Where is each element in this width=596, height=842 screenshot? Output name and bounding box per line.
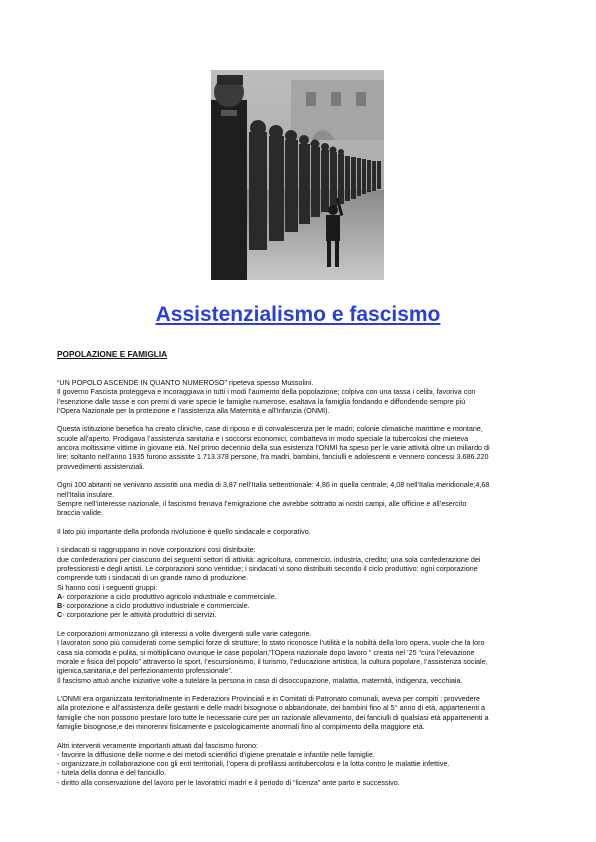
text-line: comprende tutti i sindacati di un grande ramo di produzione.	[57, 573, 248, 583]
group-text: - corporazione a ciclo produttivo industriale e commerciale.	[62, 601, 250, 611]
text-line: - favorire la diffusione delle norme e dei metodi scientifici d’igiene prenatale e infantile nelle famiglie.	[57, 749, 375, 759]
text-line: Il governo Fascista proteggeva e incoraggiava in tutti i modi l’aumento della popolazione; colpiva con una tassa i celibi, favoriva con	[57, 387, 476, 397]
paragraph	[57, 741, 547, 787]
text-line: Si hanno così i seguenti gruppi:	[57, 582, 158, 592]
text-line: casa sia comoda e pulita, si moltiplicano ovunque le case popolari,”l’Opera nazionale dopo lavoro “ creata nel ’25 “cura l’elevazione	[57, 647, 475, 657]
photo-illustration	[211, 70, 384, 280]
historical-photo	[211, 70, 384, 280]
article-body	[57, 378, 547, 796]
text-line: I sindacati si raggruppano in nove corporazioni così distribuite:	[57, 545, 256, 555]
text-line: braccia valide.	[57, 508, 103, 518]
paragraph	[57, 378, 547, 415]
text-line: alla protezione e all’assistenza delle gestanti e delle madri bisognose o abbandonate, dei bambini fino al 5° anno di età, appartenenti a	[57, 703, 486, 713]
group-letter: B	[57, 601, 63, 611]
paragraph	[57, 545, 547, 619]
text-line: nell’Italia insulare.	[57, 489, 115, 499]
group-text: - corporazione a ciclo produttivo agricolo industriale e commerciale.	[62, 591, 277, 601]
text-line: morale e fisica del popolo” attraverso lo sport, l’escursionismo, il turismo, l’educazione artistica, la cultura popolare, l’assistenza sociale,	[57, 656, 488, 666]
paragraph	[57, 694, 547, 731]
text-line: famiglie che non possono prestare loro tutte le necessarie cure per un razionale allevamento, dei fanciulli di qualsiasi età appartenenti a	[57, 712, 489, 722]
text-line: Il lato più importante della profonda rivoluzione è quello sindacale e corporativo.	[57, 526, 311, 536]
text-line: L’ONMI era organizzata territorialmente in Federazioni Provinciali e in Comitati di Patronato comunali, aveva per compiti : provvedere	[57, 694, 481, 704]
text-line: ancora moltissime vittime in giovane età. Nel primo decennio della sua esistenza l’ONMI ha speso per le varie attività oltre un miliardo di	[57, 443, 490, 453]
page-title[interactable]: Assistenzialismo e fascismo	[155, 303, 441, 326]
text-line: - organizzare,in collaborazione con gli enti territoriali, l’opera di profilassi antitubercolosi e la lotta contro le malattie infettive.	[57, 759, 450, 769]
paragraph	[57, 527, 547, 536]
group-text: - corporazione per le attività produttrici di servizi.	[62, 610, 217, 620]
section-heading: POPOLAZIONE E FAMIGLIA	[57, 349, 168, 359]
text-line: famiglie bisognose,e dei minorenni fisicamente e psicologicamente anormali fino al compimento della maggiore età.	[57, 721, 425, 731]
text-line: Il fascismo attuò anche iniziative volte a tutelare la persona in caso di disoccupazione, malattia, maternità, indigenza, vecchiaia.	[57, 675, 463, 685]
text-line: professionisti e degli artisti. Le corporazioni sono ventidue; i sindacati vi sono distribuiti secondo il ciclo produttivo: ogni corporazione	[57, 563, 478, 573]
text-line: Le corporazioni armonizzano gli interessi a volte divergenti sulle varie categorie.	[57, 629, 312, 639]
paragraph	[57, 480, 547, 517]
group-letter: C	[57, 610, 63, 620]
text-line: scuole all’aperto. Prodigava l’assistenza sanitaria e i soccorsi economici, combatteva in modo speciale la tubercolosi che mieteva	[57, 433, 469, 443]
text-line: Sempre nell’interesse nazionale, il fascismo frenava l’emigrazione che avrebbe sottratto ai nostri campi, alle officine e all’esercito	[57, 498, 467, 508]
text-line: I lavoratori sono più considerati come semplici forze di strutture; lo stato riconosce l’utilità e la nobiltà della loro opera, vuole che la loro	[57, 638, 485, 648]
group-item	[57, 592, 547, 601]
group-letter: A	[57, 591, 63, 601]
text-line: due confederazioni per ciascuno dei seguenti settori di attività: agricoltura, commercio, industria, credito; una sola confederazione dei	[57, 554, 481, 564]
group-item	[57, 610, 547, 619]
text-line: Questa istituzione benefica ha creato cliniche, case di riposo e di convalescenza per le madri; colonie climatiche marittime e montane,	[57, 424, 483, 434]
text-line: l’esenzione dalle tasse e con premi di varie specie le famiglie numerose, esaltava la famiglia fondando e diffondendo sempre più	[57, 396, 466, 406]
text-line: provvedimenti assistenziali.	[57, 461, 145, 471]
paragraph	[57, 424, 547, 470]
text-line: - diritto alla conservazione del lavoro per le lavoratrici madri e il periodo di “licenza” ante parto e successivo.	[57, 777, 400, 787]
text-line: - tutela della donna e del fanciullo.	[57, 768, 167, 778]
paragraph	[57, 629, 547, 685]
text-line: lire: soltanto nell’anno 1935 furono assistite 1.713.378 persone, fra madri, bambini, fanciulli e adolescenti e vennero concessi 3.686.220	[57, 452, 489, 462]
text-line: Altri interventi veramente importanti attuati dal fascismo furono:	[57, 740, 258, 750]
text-line: “UN POPOLO ASCENDE IN QUANTO NUMEROSO” ripeteva spesso Mussolini.	[57, 378, 314, 387]
group-item	[57, 601, 547, 610]
text-line: Ogni 100 abitanti ne venivano assistiti una media di 3,87 nell’Italia settentrionale: 4,86 in quella centrale; 4,08 nell’Italia meridionale;4,68	[57, 480, 490, 490]
text-line: l’Opera Nazionale per la protezione e l’assistenza alla Maternità e all’Infanzia (ONMI).	[57, 405, 330, 415]
text-line: igienica,sanitaria,e del perfezionamento professionale”.	[57, 666, 233, 676]
